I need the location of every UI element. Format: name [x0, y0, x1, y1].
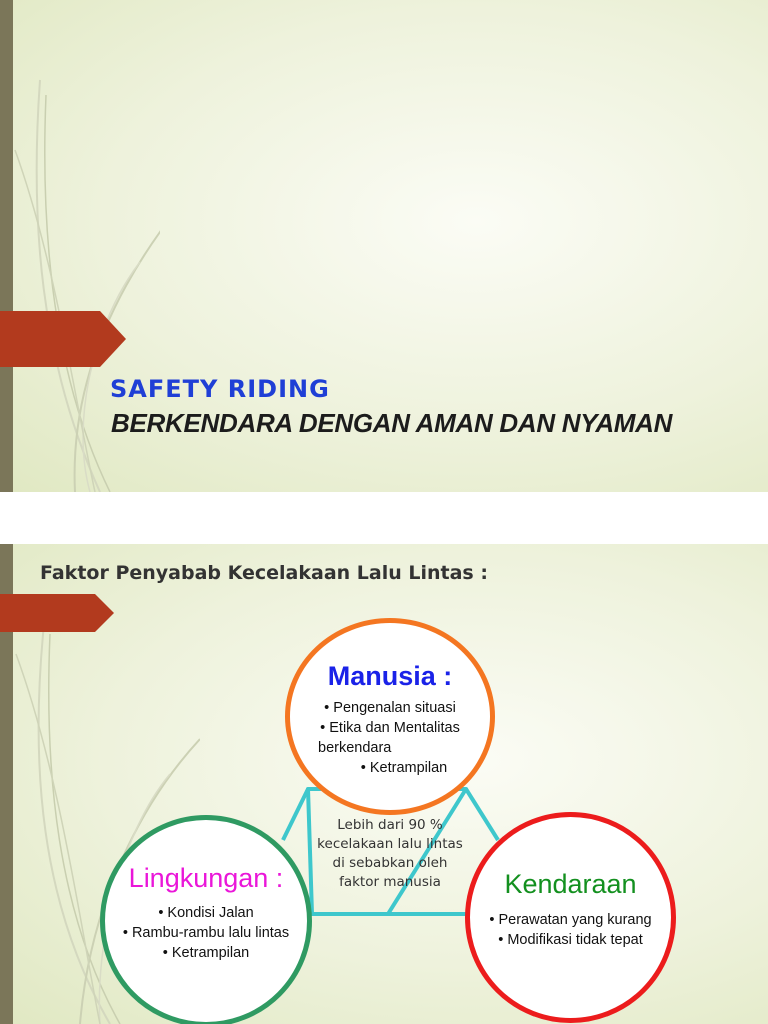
- manusia-list: [290, 698, 490, 778]
- slide-title: SAFETY RIDING: [110, 375, 330, 403]
- kendaraan-list: [470, 910, 671, 950]
- kendaraan-item: • Modifikasi tidak tepat: [498, 932, 643, 948]
- kendaraan-circle: [465, 812, 676, 1023]
- center-note: Lebih dari 90 % kecelakaan lalu lintas di sebabkan oleh faktor manusia: [317, 817, 463, 890]
- lingkungan-item: • Rambu-rambu lalu lintas: [122, 925, 290, 941]
- lingkungan-list: [105, 903, 307, 963]
- manusia-item: • Etika dan Mentalitas: [320, 720, 460, 736]
- title-slide: [0, 0, 768, 492]
- manusia-title: Manusia :: [327, 661, 453, 691]
- accent-arrow-shape: [0, 311, 130, 367]
- lingkungan-circle: [100, 815, 312, 1024]
- lingkungan-item: • Kondisi Jalan: [158, 905, 254, 921]
- kendaraan-item: • Perawatan yang kurang: [489, 912, 652, 928]
- manusia-item: • Ketrampilan: [360, 760, 448, 776]
- manusia-item: berkendara: [318, 740, 392, 756]
- manusia-circle: [285, 618, 495, 815]
- slide-subtitle: BERKENDARA DENGAN AMAN DAN NYAMAN: [111, 408, 673, 438]
- lingkungan-title: Lingkungan :: [128, 863, 284, 893]
- factors-slide: [0, 544, 768, 1024]
- kendaraan-title: Kendaraan: [504, 869, 637, 899]
- manusia-item: • Pengenalan situasi: [324, 700, 456, 716]
- slide-heading: Faktor Penyabab Kecelakaan Lalu Lintas :: [40, 562, 488, 584]
- lingkungan-item: • Ketrampilan: [162, 945, 250, 961]
